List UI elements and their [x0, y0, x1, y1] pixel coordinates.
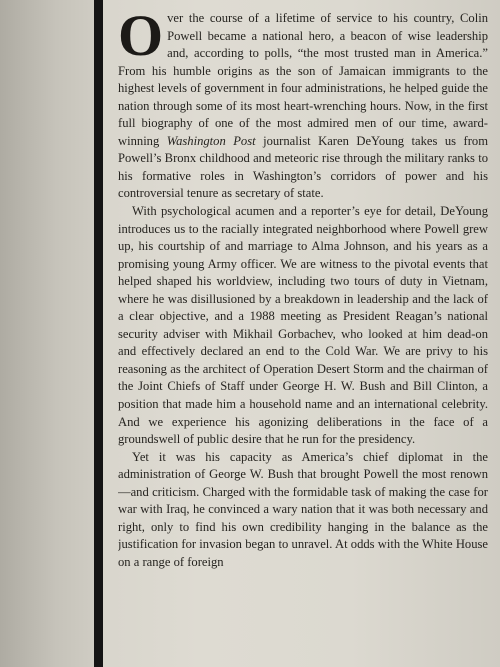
blurb-paragraph-2: [118, 203, 488, 449]
blurb-paragraph-1-text-b: journalist Karen DeYoung takes us from Powell’s Bronx childhood and meteoric rise through the military ranks to his formative roles in Washington’s corridors of power and his controversial tenure as secretary of state.: [118, 133, 488, 201]
blurb-paragraph-1: [118, 10, 488, 203]
newspaper-title-italic: Washington Post: [166, 133, 256, 148]
jacket-left-margin: [0, 0, 94, 667]
blurb-text-column: [118, 10, 488, 667]
black-vertical-rule: [94, 0, 103, 667]
blurb-paragraph-3-text: Yet it was his capacity as America’s chief diplomat in the administration of George W. Bush that brought Powell the most renown—and criticism. Charged with the formidable task of making the case for war with Iraq, he convinced a wary nation that it was both necessary and right, only to find his own credibility hanging in the balance as the justification for invasion began to unravel. At odds with the White House on a range of foreign: [118, 449, 488, 569]
drop-cap-letter: O: [118, 10, 164, 68]
blurb-paragraph-1-text-a: ver the course of a lifetime of service to his country, Colin Powell became a national hero, a beacon of wise leadership and, according to polls, “the most trusted man in America.” From his humble origins as the son of Jamaican immigrants to the highest levels of government in four administrations, he helped guide the nation through some of its most heart-wrenching hours. Now, in the first full biography of one of the most admired men of our time, award-winning: [118, 11, 488, 148]
blurb-paragraph-3: [118, 449, 488, 572]
blurb-paragraph-2-text: With psychological acumen and a reporter’s eye for detail, DeYoung introduces us to the racially integrated neighborhood where Powell grew up, his courtship of and marriage to Alma Johnson, and his years as a promising young Army officer. We are witness to the pivotal events that helped shaped his worldview, including two tours of duty in Vietnam, where he was disillusioned by a breakdown in leadership and the lack of a clear objective, and a 1988 meeting as President Reagan’s national security adviser with Mikhail Gorbachev, who looked at him dead-on and effectively declared an end to the Cold War. We are privy to his reasoning as the architect of Operation Desert Storm and the chairman of the Joint Chiefs of Staff under George H. W. Bush and Bill Clinton, a position that made him a household name and an international celebrity. And we experience his agonizing deliberations in the face of a groundswell of public desire that he run for the presidency.: [118, 204, 488, 447]
